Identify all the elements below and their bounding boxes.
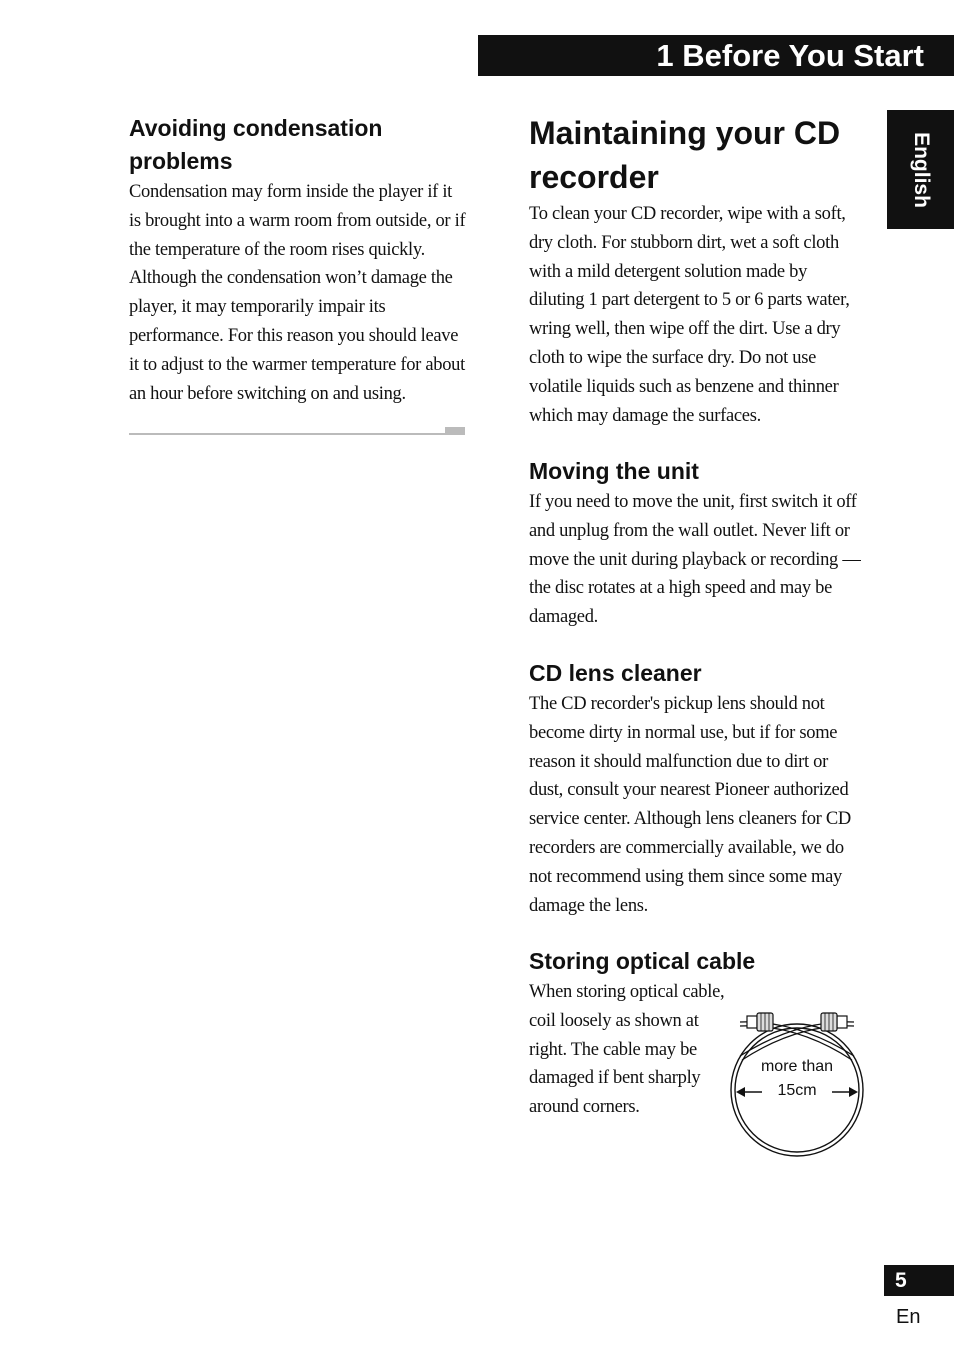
maintaining-heading: Maintaining your CD recorder — [529, 115, 841, 195]
language-tab — [887, 110, 954, 229]
cable-body: When storing optical cable, coil loosely as shown at right. The cable may be damaged if bent sharply around corners. — [529, 982, 725, 1118]
cable-label-line1: more than — [760, 1058, 834, 1075]
cable-heading: Storing optical cable — [529, 948, 756, 974]
condensation-body: Condensation may form inside the player if it is brought into a warm room from outside, or if the temperature of the room rises quickly. Although the condensation won’t damage the player, it may temporarily impair its performance. For this reason you should leave it to adjust to the warmer temperature for about an hour before switching on and using. — [129, 182, 466, 404]
left-connector-icon — [747, 1013, 773, 1031]
right-connector-icon — [821, 1013, 847, 1031]
column-divider — [129, 433, 465, 435]
cable-label-line2: 15cm — [777, 1082, 817, 1099]
lens-heading: CD lens cleaner — [529, 660, 702, 686]
language-tab-label: English — [909, 131, 933, 208]
moving-body: If you need to move the unit, first switch it off and unplug from the wall outlet. Never lift or move the unit during playback or recording — the disc rotates at a high speed and may be damaged. — [529, 492, 861, 628]
page-language: En — [896, 1306, 921, 1328]
column-divider-marker — [445, 427, 465, 435]
moving-heading: Moving the unit — [529, 458, 699, 484]
chapter-title: 1 Before You Start — [656, 38, 924, 73]
coiled-cable-illustration — [718, 1000, 876, 1162]
condensation-heading: Avoiding condensation problems — [129, 115, 383, 174]
maintaining-body: To clean your CD recorder, wipe with a soft, dry cloth. For stubborn dirt, wet a soft cloth with a mild detergent solution made by diluting 1 part detergent to 5 or 6 parts water, wring well, then wipe off the dirt. Use a dry cloth to wipe the surface dry. Do not use volatile liquids such as benzene and thinner which may damage the surfaces. — [529, 204, 850, 426]
chapter-title-bar — [478, 35, 954, 76]
page-number: 5 — [884, 1265, 954, 1296]
lens-body: The CD recorder's pickup lens should not become dirty in normal use, but if for some reason it should malfunction due to dirt or dust, consult your nearest Pioneer authorized service center. Although lens cleaners for CD recorders are commercially available, we do not recommend using them since some may damage the lens. — [529, 694, 851, 916]
